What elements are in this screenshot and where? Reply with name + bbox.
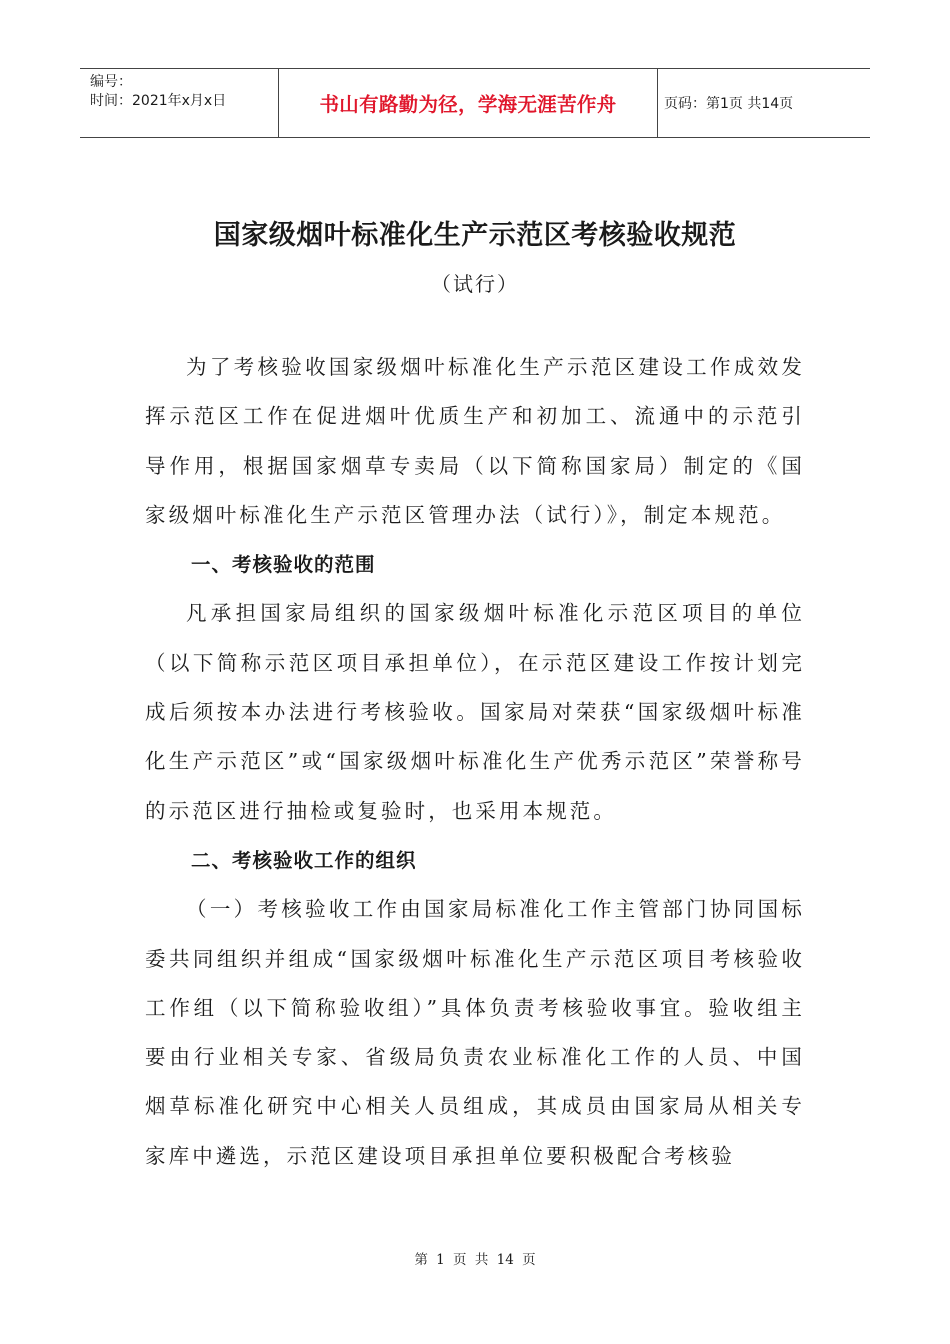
section2-paragraph: （一）考核验收工作由国家局标准化工作主管部门协同国标委共同组织并组成“国家级烟叶标准化生产示范区项目考核验收工作组（以下简称验收组）”具体负责考核验收事宜。验收组主要由行业相关专家、省级局负责农业标准化工作的人员、中国烟草标准化研究中心相关人员组成，其成员由国家局从相关专家库中遴选，示范区建设项目承担单位要积极配合考核验 xyxy=(145,897,805,1168)
document-body xyxy=(145,343,805,1181)
page-info: 页码：第1页 共14页 xyxy=(664,96,794,112)
time-label: 时间：2021年x月x日 xyxy=(90,93,227,109)
document-title: 国家级烟叶标准化生产示范区考核验收规范 xyxy=(213,220,737,251)
header-meta-cell xyxy=(80,69,279,137)
intro-paragraph: 为了考核验收国家级烟叶标准化生产示范区建设工作成效发挥示范区工作在促进烟叶优质生产和初加工、流通中的示范引导作用，根据国家烟草专卖局（以下简称国家局）制定的《国家级烟叶标准化生产示范区管理办法（试行）》，制定本规范。 xyxy=(145,355,805,527)
section2-heading: 二、考核验收工作的组织 xyxy=(191,848,417,872)
header-page-cell xyxy=(664,69,870,137)
header-motto-cell xyxy=(279,69,658,137)
motto-text: 书山有路勤为径，学海无涯苦作舟 xyxy=(319,93,617,116)
header-table xyxy=(80,68,870,138)
document-subtitle: （试行） xyxy=(431,272,519,296)
page-footer: 第 1 页 共 14 页 xyxy=(414,1252,536,1268)
section1-paragraph: 凡承担国家局组织的国家级烟叶标准化示范区项目的单位（以下简称示范区项目承担单位），在示范区建设工作按计划完成后须按本办法进行考核验收。国家局对荣获“国家级烟叶标准化生产示范区”或“国家级烟叶标准化生产优秀示范区”荣誉称号的示范区进行抽检或复验时，也采用本规范。 xyxy=(145,601,805,823)
section1-heading: 一、考核验收的范围 xyxy=(191,553,376,577)
number-label: 编号： xyxy=(90,74,132,90)
